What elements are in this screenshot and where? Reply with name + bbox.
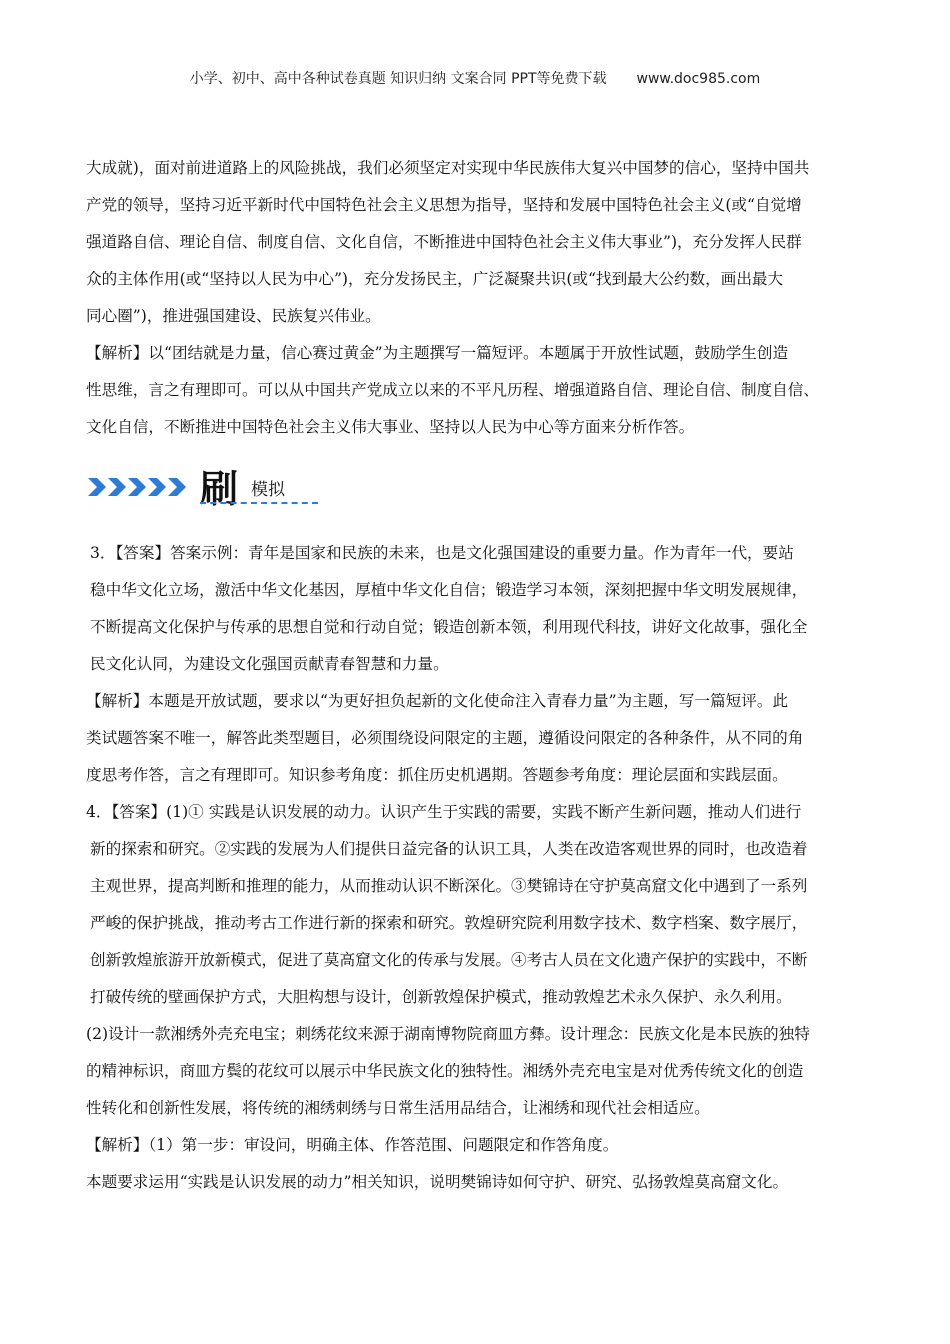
text-line: 类试题答案不唯一，解答此类型题目，必须围绕设问限定的主题，遵循设问限定的各种条件，从不同的角 [86,729,804,747]
text-line: 大成就)，面对前进道路上的风险挑战，我们必须坚定对实现中华民族伟大复兴中国梦的信心，坚持中国共 [86,159,810,177]
text-line: 打破传统的壁画保护方式，大胆构想与设计，创新敦煌保护模式，推动敦煌艺术永久保护、永久利用。 [90,988,792,1006]
text-line: 产党的领导，坚持习近平新时代中国特色社会主义思想为指导，坚持和发展中国特色社会主义(或“自觉增 [86,196,802,214]
text-line: 创新敦煌旅游开放新模式，促进了莫高窟文化的传承与发展。④考古人员在文化遗产保护的实践中，不断 [90,951,808,969]
text-line: 性思维，言之有理即可。可以从中国共产党成立以来的不平凡历程、增强道路自信、理论自信、制度自信、 [86,381,819,399]
text-line: 新的探索和研究。②实践的发展为人们提供日益完备的认识工具，人类在改造客观世界的同时，也改造着 [90,840,808,858]
answer-line: 3．【答案】答案示例：青年是国家和民族的未来，也是文化强国建设的重要力量。作为青年一代，要站 [90,544,794,562]
header-text: 小学、初中、高中各种试卷真题 知识归纳 文案合同 PPT等免费下载 [189,71,607,87]
banner-brush-char: 刷 [200,466,239,511]
text-line: 稳中华文化立场，激活中华文化基因，厚植中华文化自信；锻造学习本领，深刻把握中华文明发展规律， [90,581,808,599]
banner-label: 模拟 [251,480,285,500]
analysis-line: 【解析】（1）第一步：审设问，明确主体、作答范围、问题限定和作答角度。 [86,1136,619,1154]
analysis-line: 【解析】本题是开放试题，要求以“为更好担负起新的文化使命注入青春力量”为主题，写一篇短评。此 [86,692,789,710]
header-url[interactable]: www.doc985.com [636,71,761,87]
text-line: 度思考作答，言之有理即可。知识参考角度：抓住历史机遇期。答题参考角度：理论层面和实践层面。 [86,766,788,784]
text-line: 民文化认同，为建设文化强国贡献青春智慧和力量。 [90,655,449,673]
text-line: 性转化和创新性发展，将传统的湘绣刺绣与日常生活用品结合，让湘绣和现代社会相适应。 [86,1099,710,1117]
text-line: 同心圈”)，推进强国建设、民族复兴伟业。 [86,307,381,325]
answer-line: 4．【答案】(1)① 实践是认识发展的动力。认识产生于实践的需要，实践不断产生新问题，推动人们进行 [86,803,802,821]
text-line: 本题要求运用“实践是认识发展的动力”相关知识，说明樊锦诗如何守护、研究、弘扬敦煌莫高窟文化。 [86,1173,789,1191]
text-line: 不断提高文化保护与传承的思想自觉和行动自觉；锻造创新本领，利用现代科技，讲好文化故事，强化全 [90,618,808,636]
section-banner [88,458,328,510]
page-header [0,68,950,88]
chevron-arrows-icon [88,478,188,496]
text-line: 强道路自信、理论自信、制度自信、文化自信，不断推进中国特色社会主义伟大事业”)，充分发挥人民群 [86,233,802,251]
text-line: (2)设计一款湘绣外壳充电宝；刺绣花纹来源于湖南博物院商皿方彝。设计理念：民族文化是本民族的独特 [86,1025,810,1043]
analysis-line: 【解析】以“团结就是力量，信心赛过黄金”为主题撰写一篇短评。本题属于开放性试题，鼓励学生创造 [86,344,789,362]
text-line: 的精神标识，商皿方鬓的花纹可以展示中华民族文化的独特性。湘绣外壳充电宝是对优秀传统文化的创造 [86,1062,804,1080]
text-line: 众的主体作用(或“坚持以人民为中心”)，充分发扬民主，广泛凝聚共识(或“找到最大公约数，画出最大 [86,270,784,288]
banner-underline [200,502,318,504]
text-line: 主观世界，提高判断和推理的能力，从而推动认识不断深化。③樊锦诗在守护莫高窟文化中遇到了一系列 [90,877,808,895]
text-line: 文化自信，不断推进中国特色社会主义伟大事业、坚持以人民为中心等方面来分析作答。 [86,418,695,436]
text-line: 严峻的保护挑战，推动考古工作进行新的探索和研究。敦煌研究院利用数字技术、数字档案、数字展厅， [90,914,808,932]
